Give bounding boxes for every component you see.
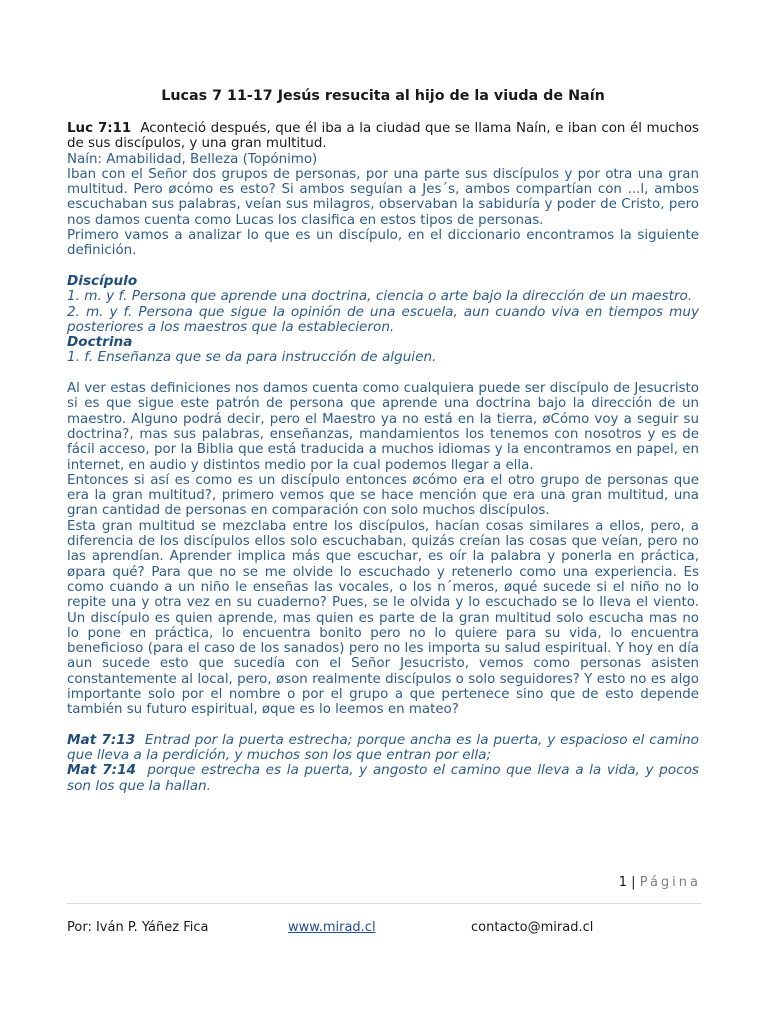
page-number-label: Página <box>639 875 701 890</box>
document-body <box>67 121 699 794</box>
page-number <box>619 875 701 890</box>
verse-text: porque estrecha es la puerta, y angosto el camino que lleva a la vida, y pocos son los que la hallan. <box>67 762 699 794</box>
paragraph-then: Entonces si así es como es un discípulo entonces øcómo era el otro grupo de personas que era la gran multitud?, primero vemos que se hace mención que era una gran multitud, una gran cantidad de personas en comparación con solo muchos discípulos. <box>67 472 699 519</box>
verse-reference: Luc 7:11 <box>67 121 132 136</box>
document-title: Lucas 7 11-17 Jesús resucita al hijo de la viuda de Naín <box>161 88 605 104</box>
paragraph-first-analysis: Primero vamos a analizar lo que es un discípulo, en el diccionario encontramos la siguiente definición. <box>67 228 699 259</box>
verse-matthew-7-14 <box>67 763 699 794</box>
footer-website-link[interactable]: www.mirad.cl <box>288 920 376 935</box>
verse-text: Entrad por la puerta estrecha; porque ancha es la puerta, y espacioso el camino que lleva a la perdición, y muchos son los que entran por ella; <box>67 731 699 764</box>
definition-doctrina-1: 1. f. Enseñanza que se da para instrucción de alguien. <box>67 349 437 366</box>
paragraph-multitude: Esta gran multitud se mezclaba entre los discípulos, hacían cosas similares a ellos, pero, a diferencia de los discípulos ellos solo escuchaban, quizás creían las cosas que veían, pero no las aprendían. Aprender implica más que escuchar, es oír la palabra y ponerla en práctica, øpara qué? Para que no se me olvide lo escuchado y retenerlo como una experiencia. Es como cuando a un niño le enseñas las vocales, o los n´meros, øqué sucede si el niño no lo repite una y otra vez en su cuaderno? Pues, se le olvida y lo escuchado se lo lleva el viento. Un discípulo es quien aprende, mas quien es parte de la gran multitud solo escucha mas no lo pone en práctica, lo encuentra bonito pero no lo quiere para su vida, lo encuentra beneficioso (para el caso de los sanados) pero no les importa su salud espiritual. Y hoy en día aun sucede esto que sucedía con el Señor Jesucristo, vemos como personas asisten constantemente al local, pero, øson realmente discípulos o solo seguidores? Y esto no es algo importante solo por el nombre o por el grupo a que pertenece sino que de esto depende también su futuro espiritual, øque es lo leemos en mateo? <box>67 518 699 718</box>
verse-matthew-7-13 <box>67 733 699 764</box>
verse-text: Aconteció después, que él iba a la ciudad que se llama Naín, e iban con él muchos de sus discípulos, y una gran multitud. <box>67 121 699 152</box>
verse-luke-7-11 <box>67 121 699 152</box>
nain-meaning: Naín: Amabilidad, Belleza (Topónimo) <box>67 151 318 167</box>
definition-discipulo-1: 1. m. y f. Persona que aprende una doctrina, ciencia o arte bajo la dirección de un maestro. <box>67 288 693 305</box>
verse-reference: Mat 7:14 <box>67 762 137 779</box>
definition-heading-discipulo: Discípulo <box>67 272 138 289</box>
footer-divider <box>67 903 701 904</box>
footer-email: contacto@mirad.cl <box>471 920 594 935</box>
definition-discipulo-2: 2. m. y f. Persona que sigue la opinión de una escuela, aun cuando viva en tiempos muy posteriores a los maestros que la establecieron. <box>67 303 699 335</box>
verse-reference: Mat 7:13 <box>67 731 136 748</box>
paragraph-definitions: Al ver estas definiciones nos damos cuenta como cualquiera puede ser discípulo de Jesucristo si es que sigue este patrón de persona que aprende una doctrina bajo la dirección de un maestro. Alguno podrá decir, pero el Maestro ya no está en la tierra, øCómo voy a seguir su doctrina?, mas sus palabras, enseñanzas, mandamientos los tenemos con nosotros y es de fácil acceso, por la Biblia que está traducida a muchos idiomas y la encontramos en papel, en internet, en audio y distintos medio por la cual podemos llegar a ella. <box>67 381 699 473</box>
definition-heading-doctrina: Doctrina <box>67 334 133 351</box>
footer-author: Por: Iván P. Yáñez Fica <box>67 920 209 935</box>
paragraph-two-groups: Iban con el Señor dos grupos de personas, por una parte sus discípulos y por otra una gran multitud. Pero øcómo es esto? Si ambos seguían a Jes´s, ambos compartían con ...l, ambos escuchaban sus palabras, veían sus milagros, observaban la sabiduría y poder de Cristo, pero nos damos cuenta como Lucas los clasifica en estos tipos de personas. <box>67 166 699 228</box>
page-number-value: 1 | <box>618 875 636 890</box>
